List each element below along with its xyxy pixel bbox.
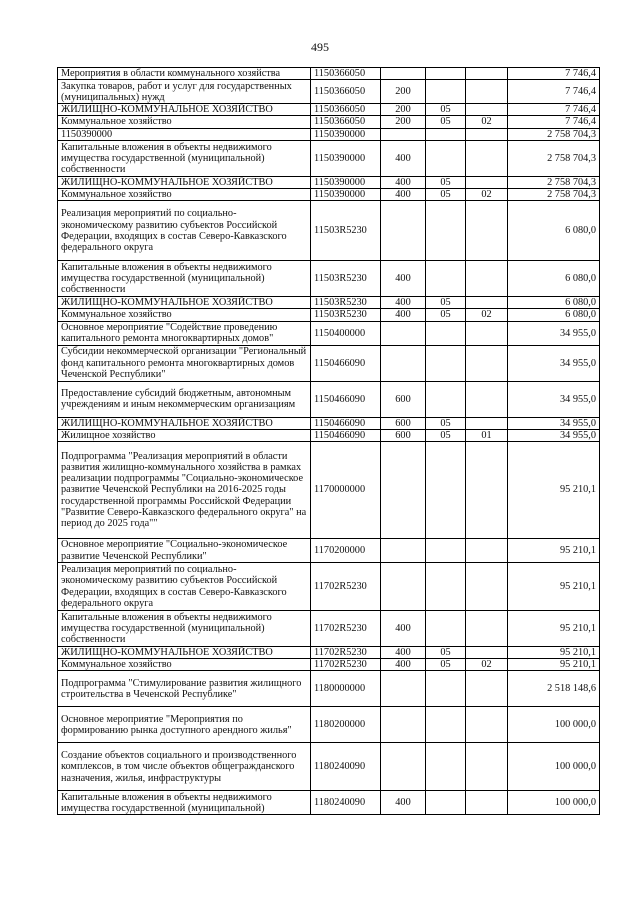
row-subsection-cell: [466, 539, 508, 563]
row-section-cell: [426, 743, 466, 791]
row-expense-type-cell: 400: [381, 611, 426, 647]
row-subsection-cell: 01: [466, 429, 508, 441]
row-section-cell: 05: [426, 647, 466, 659]
row-section-cell: [426, 791, 466, 815]
row-name-cell: Коммунальное хозяйство: [58, 189, 311, 201]
table-row: [58, 201, 600, 261]
row-expense-type-cell: [381, 671, 426, 707]
row-subsection-cell: [466, 68, 508, 80]
row-expense-type-cell: 400: [381, 791, 426, 815]
row-code-cell: 1150466090: [311, 345, 381, 381]
table-row: [58, 297, 600, 309]
table-row: [58, 116, 600, 128]
row-section-cell: [426, 68, 466, 80]
table-row: [58, 140, 600, 176]
row-section-cell: 05: [426, 189, 466, 201]
row-amount-cell: 100 000,0: [508, 743, 600, 791]
row-amount-cell: 2 758 704,3: [508, 176, 600, 188]
row-expense-type-cell: 400: [381, 647, 426, 659]
row-expense-type-cell: 200: [381, 80, 426, 104]
table-row: [58, 429, 600, 441]
row-expense-type-cell: 400: [381, 297, 426, 309]
row-section-cell: [426, 563, 466, 611]
row-expense-type-cell: [381, 68, 426, 80]
row-subsection-cell: [466, 707, 508, 743]
row-subsection-cell: [466, 201, 508, 261]
row-name-cell: Капитальные вложения в объекты недвижимого имущества государственной (муниципальной): [58, 791, 311, 815]
row-section-cell: 05: [426, 104, 466, 116]
row-section-cell: 05: [426, 417, 466, 429]
table-row: [58, 321, 600, 345]
row-section-cell: [426, 345, 466, 381]
row-subsection-cell: [466, 791, 508, 815]
row-subsection-cell: [466, 297, 508, 309]
row-subsection-cell: [466, 261, 508, 297]
table-row: [58, 104, 600, 116]
table-row: [58, 647, 600, 659]
row-amount-cell: 2 758 704,3: [508, 140, 600, 176]
row-amount-cell: 95 210,1: [508, 442, 600, 539]
row-code-cell: 11503R5230: [311, 261, 381, 297]
row-expense-type-cell: 600: [381, 417, 426, 429]
table-row: [58, 659, 600, 671]
row-subsection-cell: 02: [466, 189, 508, 201]
row-name-cell: Мероприятия в области коммунального хозяйства: [58, 68, 311, 80]
row-subsection-cell: [466, 647, 508, 659]
row-section-cell: [426, 201, 466, 261]
row-code-cell: 1180240090: [311, 791, 381, 815]
row-code-cell: 1150390000: [311, 176, 381, 188]
row-subsection-cell: [466, 442, 508, 539]
row-expense-type-cell: 200: [381, 116, 426, 128]
table-row: [58, 68, 600, 80]
row-code-cell: 11503R5230: [311, 309, 381, 321]
row-name-cell: Закупка товаров, работ и услуг для государственных (муниципальных) нужд: [58, 80, 311, 104]
row-expense-type-cell: [381, 201, 426, 261]
row-section-cell: 05: [426, 176, 466, 188]
row-name-cell: Капитальные вложения в объекты недвижимого имущества государственной (муниципальной) собственности: [58, 140, 311, 176]
row-code-cell: 1150390000: [311, 189, 381, 201]
budget-table-body: [58, 68, 600, 815]
row-code-cell: 1150366050: [311, 116, 381, 128]
row-expense-type-cell: [381, 539, 426, 563]
row-subsection-cell: [466, 176, 508, 188]
table-row: [58, 176, 600, 188]
row-code-cell: 1150366050: [311, 68, 381, 80]
row-amount-cell: 2 518 148,6: [508, 671, 600, 707]
table-row: [58, 743, 600, 791]
row-expense-type-cell: [381, 345, 426, 381]
row-amount-cell: 34 955,0: [508, 429, 600, 441]
table-row: [58, 442, 600, 539]
row-code-cell: 1150390000: [311, 140, 381, 176]
row-amount-cell: 34 955,0: [508, 345, 600, 381]
row-subsection-cell: [466, 345, 508, 381]
row-section-cell: 05: [426, 309, 466, 321]
row-code-cell: 1180000000: [311, 671, 381, 707]
row-name-cell: ЖИЛИЩНО-КОММУНАЛЬНОЕ ХОЗЯЙСТВО: [58, 176, 311, 188]
row-name-cell: Жилищное хозяйство: [58, 429, 311, 441]
row-name-cell: Коммунальное хозяйство: [58, 116, 311, 128]
row-name-cell: Коммунальное хозяйство: [58, 659, 311, 671]
table-row: [58, 80, 600, 104]
table-row: [58, 381, 600, 417]
table-row: [58, 189, 600, 201]
row-amount-cell: 7 746,4: [508, 68, 600, 80]
row-amount-cell: 95 210,1: [508, 611, 600, 647]
row-code-cell: 1150466090: [311, 417, 381, 429]
table-row: [58, 563, 600, 611]
row-amount-cell: 2 758 704,3: [508, 189, 600, 201]
row-name-cell: Основное мероприятие "Социально-экономическое развитие Чеченской Республики": [58, 539, 311, 563]
row-amount-cell: 100 000,0: [508, 791, 600, 815]
row-amount-cell: 34 955,0: [508, 381, 600, 417]
row-amount-cell: 6 080,0: [508, 297, 600, 309]
row-name-cell: ЖИЛИЩНО-КОММУНАЛЬНОЕ ХОЗЯЙСТВО: [58, 647, 311, 659]
row-name-cell: 1150390000: [58, 128, 311, 140]
row-amount-cell: 2 758 704,3: [508, 128, 600, 140]
row-code-cell: 11702R5230: [311, 611, 381, 647]
row-name-cell: ЖИЛИЩНО-КОММУНАЛЬНОЕ ХОЗЯЙСТВО: [58, 104, 311, 116]
table-row: [58, 707, 600, 743]
row-code-cell: 11503R5230: [311, 201, 381, 261]
row-expense-type-cell: 400: [381, 176, 426, 188]
row-expense-type-cell: [381, 707, 426, 743]
row-expense-type-cell: [381, 743, 426, 791]
row-amount-cell: 34 955,0: [508, 417, 600, 429]
table-row: [58, 671, 600, 707]
row-expense-type-cell: 400: [381, 309, 426, 321]
row-amount-cell: 7 746,4: [508, 104, 600, 116]
row-expense-type-cell: 400: [381, 659, 426, 671]
row-expense-type-cell: [381, 563, 426, 611]
row-section-cell: [426, 80, 466, 104]
page-number: 495: [311, 40, 329, 54]
row-subsection-cell: [466, 417, 508, 429]
row-subsection-cell: [466, 80, 508, 104]
row-section-cell: [426, 671, 466, 707]
row-name-cell: Коммунальное хозяйство: [58, 309, 311, 321]
row-expense-type-cell: 600: [381, 429, 426, 441]
row-section-cell: 05: [426, 659, 466, 671]
row-subsection-cell: [466, 128, 508, 140]
row-section-cell: [426, 140, 466, 176]
row-name-cell: Реализация мероприятий по социально-экономическому развитию субъектов Российской Федерации, входящих в состав Северо-Кавказского федерального округа: [58, 201, 311, 261]
row-subsection-cell: [466, 104, 508, 116]
row-name-cell: Основное мероприятие "Содействие проведению капитального ремонта многоквартирных домов": [58, 321, 311, 345]
row-section-cell: [426, 707, 466, 743]
row-section-cell: 05: [426, 116, 466, 128]
row-expense-type-cell: 400: [381, 261, 426, 297]
row-subsection-cell: [466, 140, 508, 176]
row-amount-cell: 95 210,1: [508, 539, 600, 563]
row-code-cell: 1180200000: [311, 707, 381, 743]
table-row: [58, 417, 600, 429]
row-code-cell: 1150400000: [311, 321, 381, 345]
row-section-cell: [426, 321, 466, 345]
row-name-cell: Капитальные вложения в объекты недвижимого имущества государственной (муниципальной) собственности: [58, 611, 311, 647]
row-expense-type-cell: 200: [381, 104, 426, 116]
row-amount-cell: 100 000,0: [508, 707, 600, 743]
row-name-cell: Капитальные вложения в объекты недвижимого имущества государственной (муниципальной) собственности: [58, 261, 311, 297]
row-subsection-cell: [466, 563, 508, 611]
row-subsection-cell: [466, 743, 508, 791]
row-expense-type-cell: 600: [381, 381, 426, 417]
row-subsection-cell: 02: [466, 309, 508, 321]
row-subsection-cell: [466, 671, 508, 707]
row-subsection-cell: [466, 321, 508, 345]
row-section-cell: [426, 261, 466, 297]
row-code-cell: 1150366050: [311, 80, 381, 104]
row-name-cell: Основное мероприятие "Мероприятия по формированию рынка доступного арендного жилья": [58, 707, 311, 743]
table-row: [58, 128, 600, 140]
table-row: [58, 611, 600, 647]
row-expense-type-cell: [381, 128, 426, 140]
row-code-cell: 1150366050: [311, 104, 381, 116]
row-section-cell: [426, 442, 466, 539]
row-name-cell: Реализация мероприятий по социально-экономическому развитию субъектов Российской Федерации, входящих в состав Северо-Кавказского федерального округа: [58, 563, 311, 611]
row-amount-cell: 6 080,0: [508, 201, 600, 261]
row-name-cell: Подпрограмма "Реализация мероприятий в области развития жилищно-коммунального хозяйства в рамках реализации подпрограммы "Социально-экономическое развитие Чеченской Республики на 2016-2025 годы государственной программы Российской Федерации "Развитие Северо-Кавказского федерального округа" на период до 2025 года"": [58, 442, 311, 539]
row-amount-cell: 95 210,1: [508, 659, 600, 671]
row-section-cell: [426, 381, 466, 417]
row-code-cell: 11702R5230: [311, 659, 381, 671]
row-expense-type-cell: [381, 442, 426, 539]
row-subsection-cell: 02: [466, 659, 508, 671]
row-code-cell: 11702R5230: [311, 647, 381, 659]
row-expense-type-cell: 400: [381, 140, 426, 176]
row-amount-cell: 7 746,4: [508, 80, 600, 104]
row-name-cell: ЖИЛИЩНО-КОММУНАЛЬНОЕ ХОЗЯЙСТВО: [58, 417, 311, 429]
row-name-cell: Субсидии некоммерческой организации "Региональный фонд капитального ремонта многоквартирных домов Чеченской Республики": [58, 345, 311, 381]
table-row: [58, 309, 600, 321]
row-code-cell: 1170200000: [311, 539, 381, 563]
row-name-cell: Подпрограмма "Стимулирование развития жилищного строительства в Чеченской Республике": [58, 671, 311, 707]
row-amount-cell: 7 746,4: [508, 116, 600, 128]
row-section-cell: [426, 611, 466, 647]
table-row: [58, 791, 600, 815]
row-code-cell: 1150466090: [311, 429, 381, 441]
table-row: [58, 261, 600, 297]
row-expense-type-cell: 400: [381, 189, 426, 201]
row-name-cell: ЖИЛИЩНО-КОММУНАЛЬНОЕ ХОЗЯЙСТВО: [58, 297, 311, 309]
row-section-cell: [426, 128, 466, 140]
row-code-cell: 1150390000: [311, 128, 381, 140]
row-expense-type-cell: [381, 321, 426, 345]
row-subsection-cell: [466, 611, 508, 647]
row-code-cell: 11503R5230: [311, 297, 381, 309]
row-code-cell: 11702R5230: [311, 563, 381, 611]
row-name-cell: Предоставление субсидий бюджетным, автономным учреждениям и иным некоммерческим организациям: [58, 381, 311, 417]
row-amount-cell: 6 080,0: [508, 261, 600, 297]
table-row: [58, 345, 600, 381]
row-code-cell: 1170000000: [311, 442, 381, 539]
row-amount-cell: 95 210,1: [508, 647, 600, 659]
row-section-cell: 05: [426, 429, 466, 441]
row-section-cell: 05: [426, 297, 466, 309]
row-name-cell: Создание объектов социального и производственного комплексов, в том числе объектов общегражданского назначения, жилья, инфраструктуры: [58, 743, 311, 791]
row-amount-cell: 95 210,1: [508, 563, 600, 611]
row-subsection-cell: [466, 381, 508, 417]
table-row: [58, 539, 600, 563]
row-code-cell: 1150466090: [311, 381, 381, 417]
row-subsection-cell: 02: [466, 116, 508, 128]
row-amount-cell: 6 080,0: [508, 309, 600, 321]
row-code-cell: 1180240090: [311, 743, 381, 791]
budget-table: [57, 67, 600, 815]
row-section-cell: [426, 539, 466, 563]
row-amount-cell: 34 955,0: [508, 321, 600, 345]
